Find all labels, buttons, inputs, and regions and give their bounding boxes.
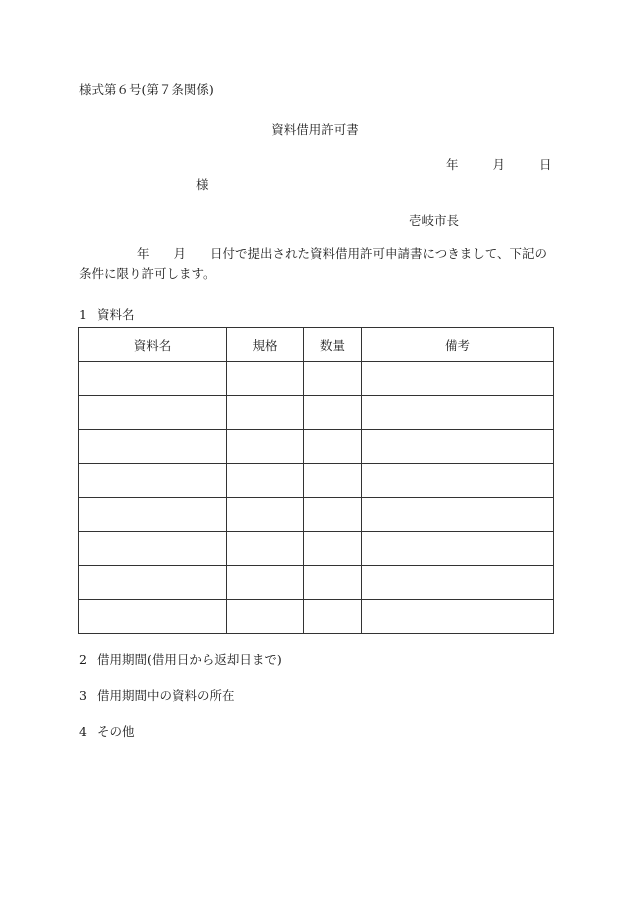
- section-4-heading: [79, 722, 135, 740]
- document-title: 資料借用許可書: [271, 122, 359, 137]
- table-body: [79, 362, 554, 634]
- cell-remarks[interactable]: [362, 430, 554, 464]
- cell-specification[interactable]: [227, 498, 304, 532]
- cell-quantity[interactable]: [304, 396, 362, 430]
- cell-material-name[interactable]: [79, 600, 227, 634]
- cell-specification[interactable]: [227, 362, 304, 396]
- cell-quantity[interactable]: [304, 498, 362, 532]
- cell-specification[interactable]: [227, 464, 304, 498]
- date-line: [446, 155, 551, 173]
- cell-specification[interactable]: [227, 396, 304, 430]
- table-row: [79, 430, 554, 464]
- date-day-label: 日: [538, 157, 552, 172]
- table-row: [79, 396, 554, 430]
- section-3-heading: [79, 686, 235, 704]
- cell-remarks[interactable]: [362, 566, 554, 600]
- section-number: 2: [79, 652, 87, 667]
- body-year-label: 年: [137, 246, 150, 261]
- cell-material-name[interactable]: [79, 430, 227, 464]
- cell-specification[interactable]: [227, 532, 304, 566]
- cell-remarks[interactable]: [362, 600, 554, 634]
- cell-remarks[interactable]: [362, 498, 554, 532]
- date-month-label: 月: [492, 157, 505, 172]
- section-number: 1: [79, 307, 87, 322]
- cell-remarks[interactable]: [362, 362, 554, 396]
- column-header-remarks: 備考: [362, 328, 554, 362]
- cell-material-name[interactable]: [79, 566, 227, 600]
- cell-quantity[interactable]: [304, 430, 362, 464]
- cell-remarks[interactable]: [362, 464, 554, 498]
- cell-remarks[interactable]: [362, 532, 554, 566]
- body-paragraph: [79, 244, 555, 284]
- section-2-heading: [79, 650, 282, 668]
- addressee-suffix: 様: [196, 177, 209, 192]
- cell-quantity[interactable]: [304, 362, 362, 396]
- cell-material-name[interactable]: [79, 498, 227, 532]
- section-1-heading: [79, 305, 135, 323]
- cell-material-name[interactable]: [79, 532, 227, 566]
- column-header-quantity: 数量: [304, 328, 362, 362]
- section-label: その他: [97, 724, 135, 739]
- cell-specification[interactable]: [227, 566, 304, 600]
- cell-remarks[interactable]: [362, 396, 554, 430]
- cell-material-name[interactable]: [79, 396, 227, 430]
- materials-table: [78, 327, 554, 634]
- cell-specification[interactable]: [227, 600, 304, 634]
- cell-material-name[interactable]: [79, 362, 227, 396]
- table-row: [79, 600, 554, 634]
- cell-quantity[interactable]: [304, 464, 362, 498]
- cell-specification[interactable]: [227, 430, 304, 464]
- section-label: 借用期間中の資料の所在: [97, 688, 235, 703]
- table-row: [79, 464, 554, 498]
- body-text: 日付で提出された資料借用許可申請書につきまして、下記の条件に限り許可します。: [79, 246, 548, 281]
- table-row: [79, 566, 554, 600]
- date-year-label: 年: [446, 157, 459, 172]
- column-header-specification: 規格: [227, 328, 304, 362]
- section-number: 3: [79, 688, 87, 703]
- cell-quantity[interactable]: [304, 566, 362, 600]
- form-number: 様式第６号(第７条関係): [79, 82, 214, 97]
- section-label: 資料名: [97, 307, 135, 322]
- body-month-label: 月: [173, 246, 187, 261]
- issuer-name: 壱岐市長: [409, 213, 460, 228]
- cell-quantity[interactable]: [304, 600, 362, 634]
- table-header-row: [79, 328, 554, 362]
- table-row: [79, 362, 554, 396]
- section-label: 借用期間(借用日から返却日まで): [97, 652, 282, 667]
- column-header-material-name: 資料名: [79, 328, 227, 362]
- table-row: [79, 532, 554, 566]
- table-row: [79, 498, 554, 532]
- section-number: 4: [79, 724, 87, 739]
- cell-quantity[interactable]: [304, 532, 362, 566]
- cell-material-name[interactable]: [79, 464, 227, 498]
